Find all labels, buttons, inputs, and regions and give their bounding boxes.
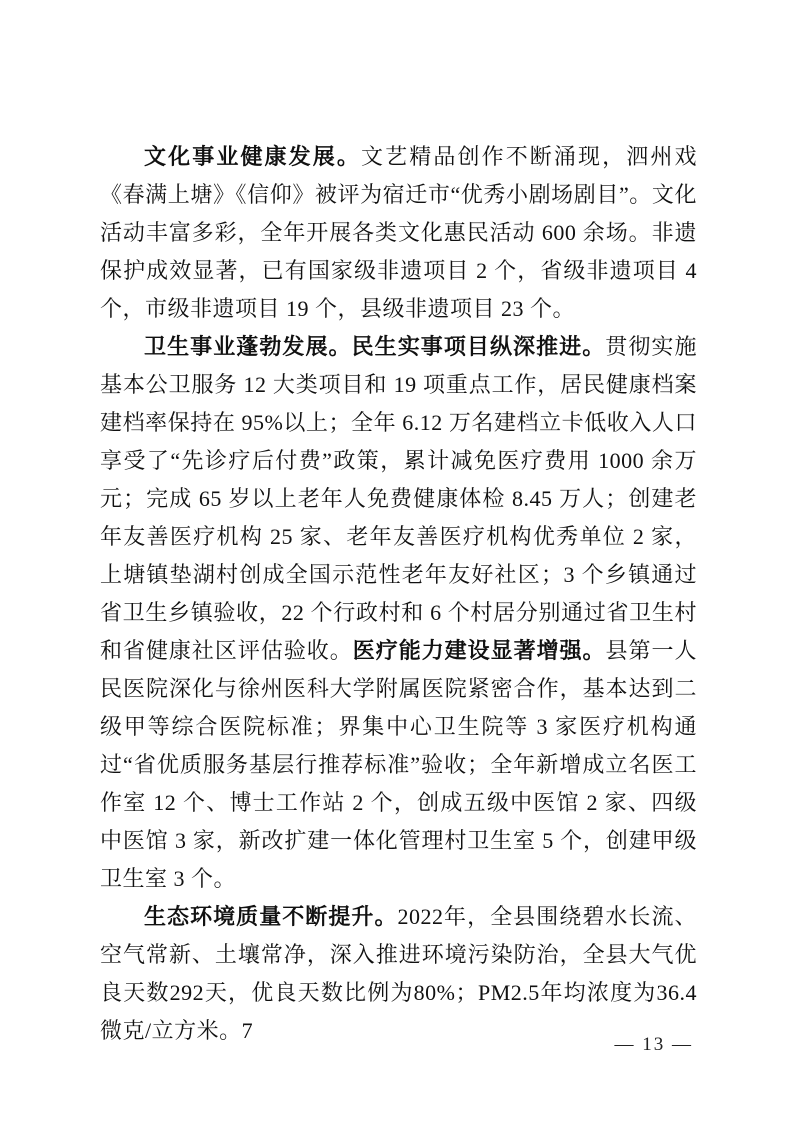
paragraph-health <box>100 328 697 898</box>
paragraph-health-subheading-medical: 医疗能力建设显著增强。 <box>352 638 606 663</box>
paragraph-health-heading: 卫生事业蓬勃发展。民生实事项目纵深推进。 <box>144 334 606 359</box>
paragraph-health-text-2: 县第一人民医院深化与徐州医科大学附属医院紧密合作，基本达到二级甲等综合医院标准；界集中心卫生院等 3 家医疗机构通过“省优质服务基层行推荐标准”验收；全年新增成立名医工作室 12 个、博士工作站 2 个，创成五级中医馆 2 家、四级中医馆 3 家，新改扩建一体化管理村卫生室 5 个，创建甲级卫生室 3 个。 <box>100 638 697 891</box>
paragraph-environment-heading: 生态环境质量不断提升。 <box>144 904 398 929</box>
paragraph-environment-text: 2022年，全县围绕碧水长流、空气常新、土壤常净，深入推进环境污染防治，全县大气优良天数292天，优良天数比例为80%；PM2.5年均浓度为36.4微克/立方米。7 <box>100 904 697 1043</box>
paragraph-culture-heading: 文化事业健康发展。 <box>144 144 362 169</box>
paragraph-culture-text: 文艺精品创作不断涌现，泗州戏《春满上塘》《信仰》被评为宿迁市“优秀小剧场剧目”。文化活动丰富多彩，全年开展各类文化惠民活动 600 余场。非遗保护成效显著，已有国家级非遗项目 2 个，省级非遗项目 4 个，市级非遗项目 19 个，县级非遗项目 23 个。 <box>100 144 697 321</box>
page-number: — 13 — <box>614 1034 693 1055</box>
paragraph-health-text-1: 贯彻实施基本公卫服务 12 大类项目和 19 项重点工作，居民健康档案建档率保持在 95%以上；全年 6.12 万名建档立卡低收入人口享受了“先诊疗后付费”政策，累计减免医疗费用 1000 余万元；完成 65 岁以上老年人免费健康体检 8.45 万人；创建老年友善医疗机构 25 家、老年友善医疗机构优秀单位 2 家，上塘镇垫湖村创成全国示范性老年友好社区；3 个乡镇通过省卫生乡镇验收，22 个行政村和 6 个村居分别通过省卫生村和省健康社区评估验收。 <box>100 334 697 663</box>
document-body <box>100 138 697 1050</box>
paragraph-culture <box>100 138 697 328</box>
paragraph-environment <box>100 898 697 1050</box>
